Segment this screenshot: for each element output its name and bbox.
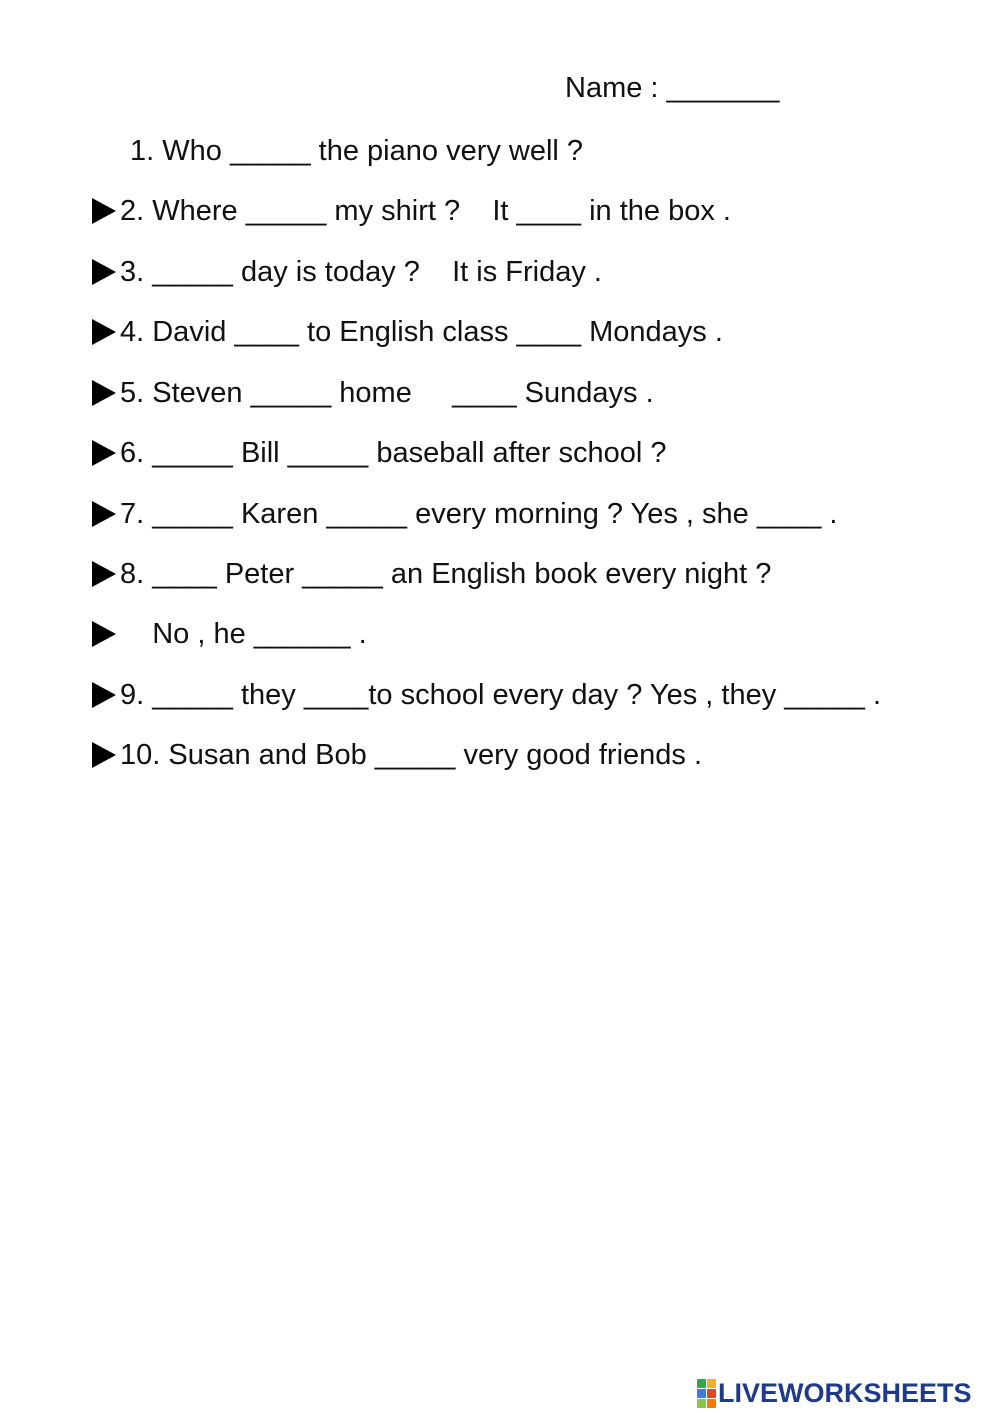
question-1 <box>122 131 583 171</box>
question-10 <box>92 735 702 775</box>
question-text: 3. _____ day is today ? It is Friday . <box>120 255 602 288</box>
arrow-bullet-icon <box>92 440 116 466</box>
arrow-bullet-icon <box>92 319 116 345</box>
name-field-label: Name : _______ <box>565 72 780 104</box>
question-text: 2. Where _____ my shirt ? It ____ in the box . <box>120 194 731 227</box>
arrow-bullet-icon <box>92 682 116 708</box>
arrow-bullet-icon <box>92 259 116 285</box>
arrow-bullet-icon <box>92 742 116 768</box>
question-text: 5. Steven _____ home ____ Sundays . <box>120 376 654 409</box>
question-text: 4. David ____ to English class ____ Mondays . <box>120 315 723 348</box>
question-text: 8. ____ Peter _____ an English book every night ? <box>120 557 772 590</box>
question-text: 10. Susan and Bob _____ very good friends . <box>120 738 703 771</box>
arrow-bullet-icon <box>92 501 116 527</box>
question-text: 1. Who _____ the piano very well ? <box>122 134 584 167</box>
logo-wordmark: LIVEWORKSHEETS <box>718 1377 972 1408</box>
arrow-bullet-icon <box>92 198 116 224</box>
question-text: 9. _____ they ____to school every day ? Yes , they _____ . <box>120 678 882 711</box>
question-text: 7. _____ Karen _____ every morning ? Yes , she ____ . <box>120 497 838 530</box>
question-9 <box>92 675 881 715</box>
question-5 <box>92 373 654 413</box>
question-4 <box>92 312 723 352</box>
question-7 <box>92 494 837 534</box>
question-2 <box>92 191 731 231</box>
arrow-bullet-icon <box>92 380 116 406</box>
arrow-bullet-icon <box>92 621 116 647</box>
question-8 <box>92 554 771 594</box>
liveworksheets-logo <box>697 1377 972 1409</box>
arrow-bullet-icon <box>92 561 116 587</box>
question-3 <box>92 252 602 292</box>
question-8-answer <box>92 614 367 654</box>
question-text: 6. _____ Bill _____ baseball after school ? <box>120 436 667 469</box>
liveworksheets-logo-icon <box>697 1379 716 1408</box>
question-text: No , he ______ . <box>120 617 367 650</box>
question-6 <box>92 433 667 473</box>
